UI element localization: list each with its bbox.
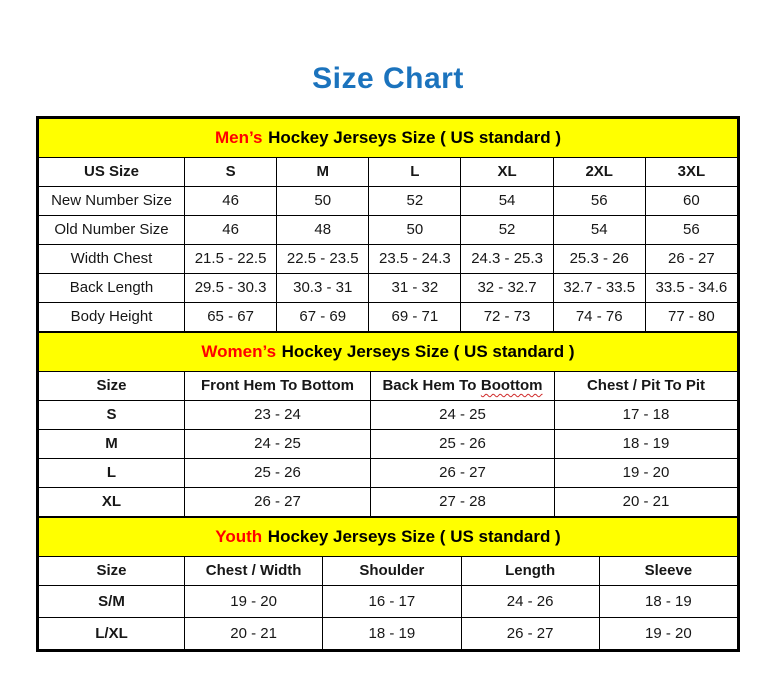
row-label: S/M xyxy=(39,585,185,617)
table-row xyxy=(39,215,738,244)
size-value-cell: 25.3 - 26 xyxy=(553,244,645,273)
size-value-cell: 65 - 67 xyxy=(185,302,277,331)
size-value-cell: 19 - 20 xyxy=(599,617,737,649)
size-value-cell: 69 - 71 xyxy=(369,302,461,331)
misspelled-word: Boottom xyxy=(480,377,543,394)
section-title-text: Hockey Jerseys Size ( US standard ) xyxy=(281,341,575,361)
table-row xyxy=(39,585,738,617)
row-label: M xyxy=(39,429,185,458)
mens-size-table xyxy=(38,118,738,332)
size-value-cell: 26 - 27 xyxy=(185,487,371,516)
column-header: Length xyxy=(461,556,599,585)
size-value-cell: 77 - 80 xyxy=(645,302,737,331)
youth-section-heading-row xyxy=(39,517,738,556)
section-title-text: Hockey Jerseys Size ( US standard ) xyxy=(268,127,562,147)
size-value-cell: 32 - 32.7 xyxy=(461,273,553,302)
youth-section-heading xyxy=(39,517,738,556)
column-header: Size xyxy=(39,556,185,585)
size-value-cell: 54 xyxy=(461,186,553,215)
row-label: S xyxy=(39,400,185,429)
mens-section-heading-row xyxy=(39,118,738,157)
size-value-cell: 26 - 27 xyxy=(645,244,737,273)
mens-section-heading xyxy=(39,118,738,157)
size-value-cell: 24.3 - 25.3 xyxy=(461,244,553,273)
size-tables xyxy=(36,116,740,652)
size-value-cell: 29.5 - 30.3 xyxy=(185,273,277,302)
column-header: M xyxy=(277,157,369,186)
column-header: Shoulder xyxy=(323,556,461,585)
youth-header-row xyxy=(39,556,738,585)
size-value-cell: 22.5 - 23.5 xyxy=(277,244,369,273)
column-header: S xyxy=(185,157,277,186)
column-header: Chest / Pit To Pit xyxy=(555,371,738,400)
size-value-cell: 32.7 - 33.5 xyxy=(553,273,645,302)
section-title-highlight: Men’s xyxy=(214,127,263,147)
womens-size-table xyxy=(38,332,738,517)
table-row xyxy=(39,617,738,649)
table-row xyxy=(39,458,738,487)
column-header: 2XL xyxy=(553,157,645,186)
table-row xyxy=(39,487,738,516)
column-header: Sleeve xyxy=(599,556,737,585)
size-value-cell: 50 xyxy=(277,186,369,215)
row-label: Old Number Size xyxy=(39,215,185,244)
column-header-text: Back Hem To xyxy=(382,377,477,394)
section-title-text: Hockey Jerseys Size ( US standard ) xyxy=(267,526,561,546)
page-title: Size Chart xyxy=(312,62,464,95)
womens-section-heading-row xyxy=(39,332,738,371)
size-value-cell: 24 - 25 xyxy=(185,429,371,458)
size-value-cell: 60 xyxy=(645,186,737,215)
youth-size-table xyxy=(38,517,738,650)
row-label: XL xyxy=(39,487,185,516)
column-header: XL xyxy=(461,157,553,186)
womens-section-heading xyxy=(39,332,738,371)
size-value-cell: 56 xyxy=(553,186,645,215)
size-value-cell: 54 xyxy=(553,215,645,244)
size-value-cell: 30.3 - 31 xyxy=(277,273,369,302)
size-value-cell: 25 - 26 xyxy=(185,458,371,487)
row-label: Width Chest xyxy=(39,244,185,273)
column-header: 3XL xyxy=(645,157,737,186)
size-value-cell: 16 - 17 xyxy=(323,585,461,617)
table-row xyxy=(39,429,738,458)
size-value-cell: 17 - 18 xyxy=(555,400,738,429)
column-header: US Size xyxy=(39,157,185,186)
size-value-cell: 26 - 27 xyxy=(371,458,555,487)
size-value-cell: 56 xyxy=(645,215,737,244)
size-value-cell: 33.5 - 34.6 xyxy=(645,273,737,302)
size-value-cell: 18 - 19 xyxy=(555,429,738,458)
table-row xyxy=(39,273,738,302)
column-header: Chest / Width xyxy=(185,556,323,585)
table-row xyxy=(39,400,738,429)
size-value-cell: 48 xyxy=(277,215,369,244)
size-value-cell: 31 - 32 xyxy=(369,273,461,302)
size-value-cell: 50 xyxy=(369,215,461,244)
size-value-cell: 18 - 19 xyxy=(323,617,461,649)
size-value-cell: 20 - 21 xyxy=(555,487,738,516)
row-label: Back Length xyxy=(39,273,185,302)
size-value-cell: 74 - 76 xyxy=(553,302,645,331)
size-value-cell: 27 - 28 xyxy=(371,487,555,516)
size-value-cell: 67 - 69 xyxy=(277,302,369,331)
table-row xyxy=(39,186,738,215)
size-value-cell: 19 - 20 xyxy=(185,585,323,617)
size-value-cell: 52 xyxy=(461,215,553,244)
size-value-cell: 23.5 - 24.3 xyxy=(369,244,461,273)
section-title-highlight: Youth xyxy=(215,526,263,546)
row-label: L/XL xyxy=(39,617,185,649)
row-label: New Number Size xyxy=(39,186,185,215)
size-value-cell: 19 - 20 xyxy=(555,458,738,487)
section-title-highlight: Women’s xyxy=(201,341,277,361)
column-header: L xyxy=(369,157,461,186)
size-value-cell: 25 - 26 xyxy=(371,429,555,458)
size-value-cell: 23 - 24 xyxy=(185,400,371,429)
row-label: Body Height xyxy=(39,302,185,331)
row-label: L xyxy=(39,458,185,487)
size-value-cell: 21.5 - 22.5 xyxy=(185,244,277,273)
table-row xyxy=(39,244,738,273)
column-header: Size xyxy=(39,371,185,400)
column-header: Front Hem To Bottom xyxy=(185,371,371,400)
size-value-cell: 46 xyxy=(185,186,277,215)
size-value-cell: 18 - 19 xyxy=(599,585,737,617)
table-row xyxy=(39,302,738,331)
size-value-cell: 26 - 27 xyxy=(461,617,599,649)
mens-header-row xyxy=(39,157,738,186)
size-value-cell: 20 - 21 xyxy=(185,617,323,649)
womens-header-row xyxy=(39,371,738,400)
size-value-cell: 46 xyxy=(185,215,277,244)
size-value-cell: 72 - 73 xyxy=(461,302,553,331)
size-value-cell: 24 - 25 xyxy=(371,400,555,429)
size-value-cell: 52 xyxy=(369,186,461,215)
column-header xyxy=(371,371,555,400)
size-value-cell: 24 - 26 xyxy=(461,585,599,617)
